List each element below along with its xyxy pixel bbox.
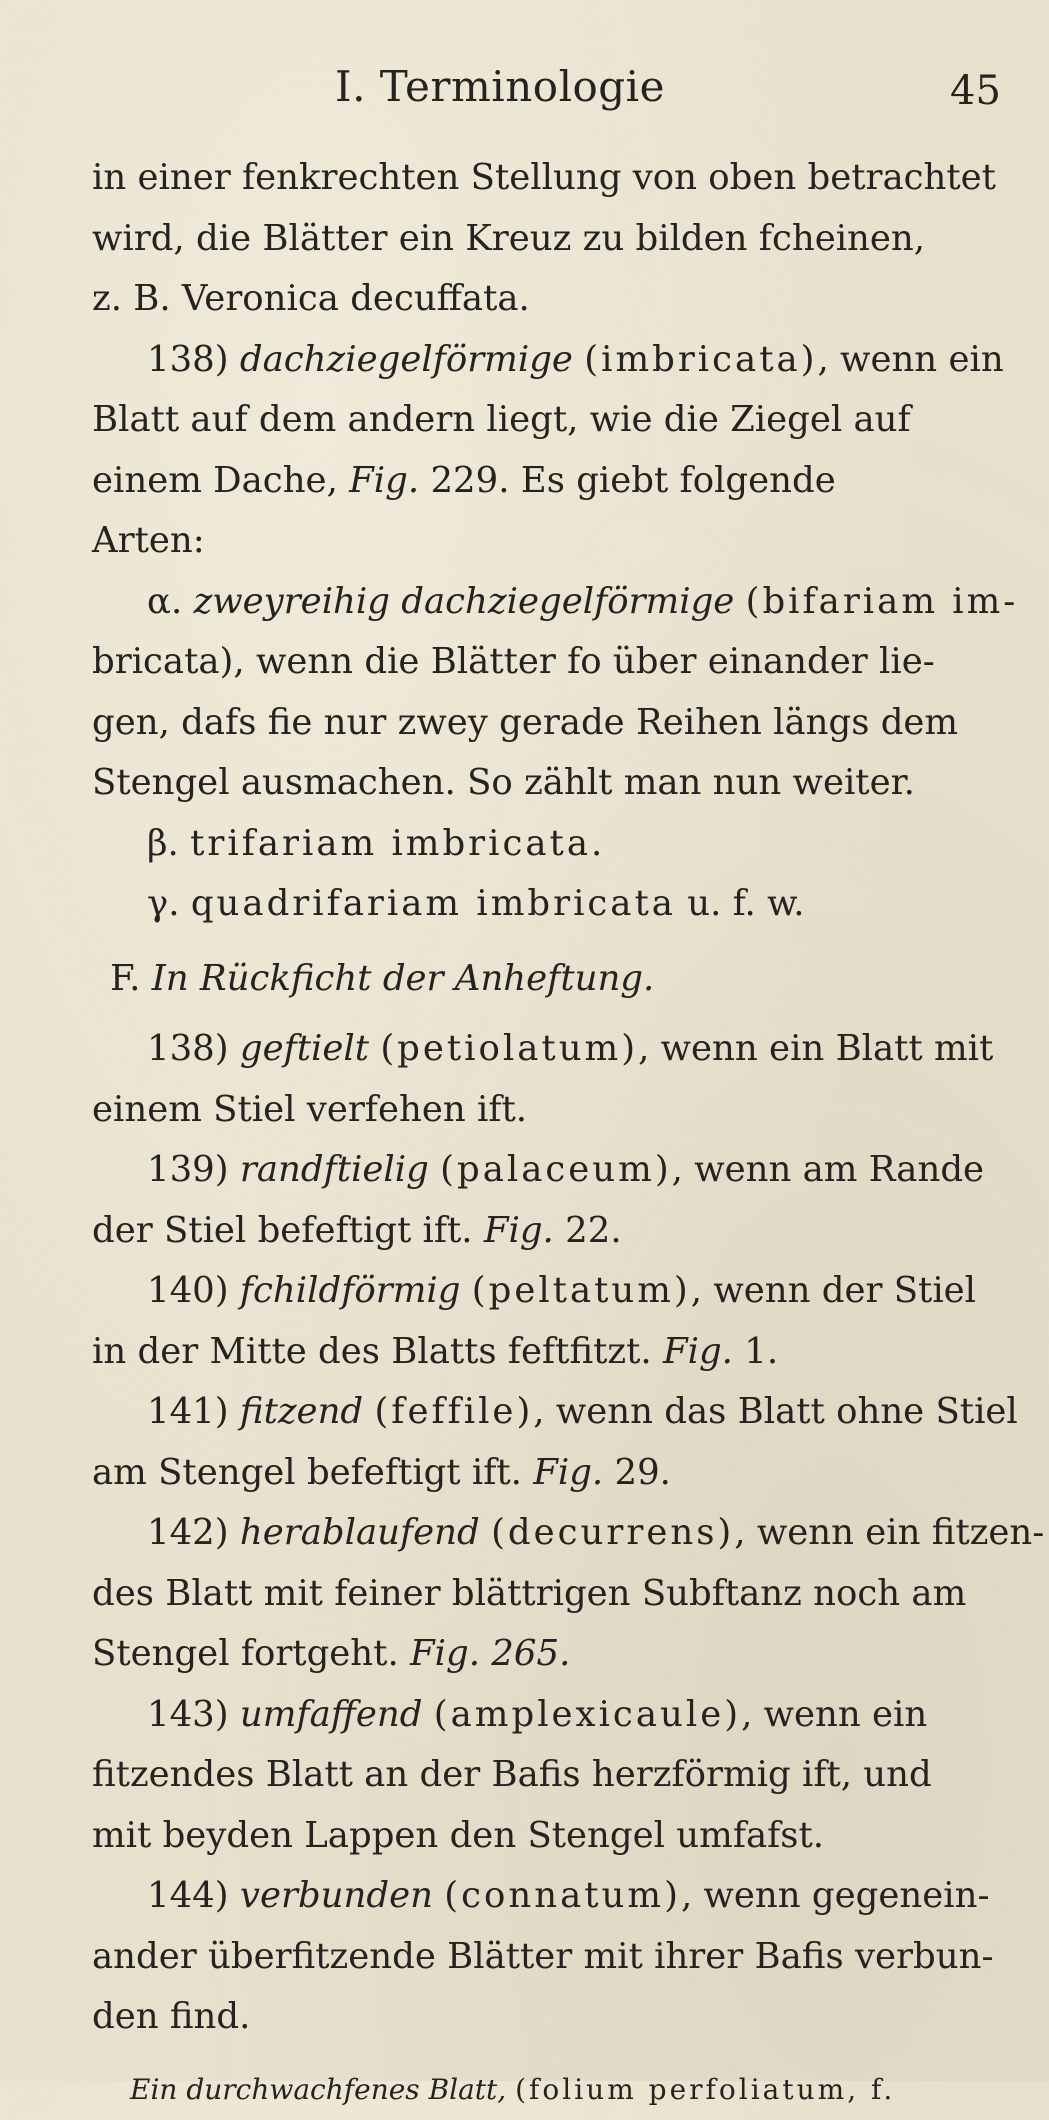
text-line: Blatt auf dem andern liegt, wie die Ziegel auf [92,390,1012,451]
entry-141: 141) fitzend (feffile), wenn das Blatt ohne Stiel [92,1382,1012,1443]
text-line: einem Stiel verfehen ift. [92,1080,1012,1141]
section-heading: F. In Rückficht der Anheftung. [92,949,1012,1010]
text-line: am Stengel befeftigt ift. Fig. 29. [92,1443,1012,1504]
page-number: 45 [950,68,1001,114]
section-title: I. Terminologie [335,62,665,111]
text-line: gen, dafs fie nur zwey gerade Reihen längs dem [92,693,1012,754]
footer-line: Ein durchwachfenes Blatt, (folium perfoliatum, f. [92,2060,1012,2120]
subentry-gamma: γ. quadrifariam imbricata u. f. w. [92,874,1012,935]
text-line: z. B. Veronica decuffata. [92,269,1012,330]
text-line: Arten: [92,511,1012,572]
body-text [92,148,1012,2120]
text-line: der Stiel befeftigt ift. Fig. 22. [92,1201,1012,1262]
entry-144: 144) verbunden (connatum), wenn gegenein- [92,1866,1012,1927]
entry-140: 140) fchildförmig (peltatum), wenn der Stiel [92,1261,1012,1322]
text-line: Stengel ausmachen. So zählt man nun weiter. [92,753,1012,814]
text-line: einem Dache, Fig. 229. Es giebt folgende [92,451,1012,512]
text-line: mit beyden Lappen den Stengel umfafst. [92,1806,1012,1867]
entry-143: 143) umfaffend (amplexicaule), wenn ein [92,1685,1012,1746]
subentry-beta: β. trifariam imbricata. [92,814,1012,875]
text-line: in der Mitte des Blatts feftfitzt. Fig. 1. [92,1322,1012,1383]
text-line: ander überfitzende Blätter mit ihrer Bafis verbun- [92,1927,1012,1988]
text-line: wird, die Blätter ein Kreuz zu bilden fcheinen, [92,209,1012,270]
subentry-alpha: α. zweyreihig dachziegelförmige (bifariam im- [92,572,1012,633]
text-line: den find. [92,1987,1012,2048]
entry-138-gestielt: 138) geftielt (petiolatum), wenn ein Blatt mit [92,1019,1012,1080]
text-line: des Blatt mit feiner blättrigen Subftanz noch am [92,1564,1012,1625]
entry-142: 142) herablaufend (decurrens), wenn ein fitzen- [92,1503,1012,1564]
text-line: in einer fenkrechten Stellung von oben betrachtet [92,148,1012,209]
entry-138-dachziegel: 138) dachziegelförmige (imbricata), wenn ein [92,330,1012,391]
entry-139: 139) randftielig (palaceum), wenn am Rande [92,1140,1012,1201]
text-line: bricata), wenn die Blätter fo über einander lie- [92,632,1012,693]
running-header [0,62,1049,132]
text-line: Stengel fortgeht. Fig. 265. [92,1624,1012,1685]
text-line: fitzendes Blatt an der Bafis herzförmig ift, und [92,1745,1012,1806]
